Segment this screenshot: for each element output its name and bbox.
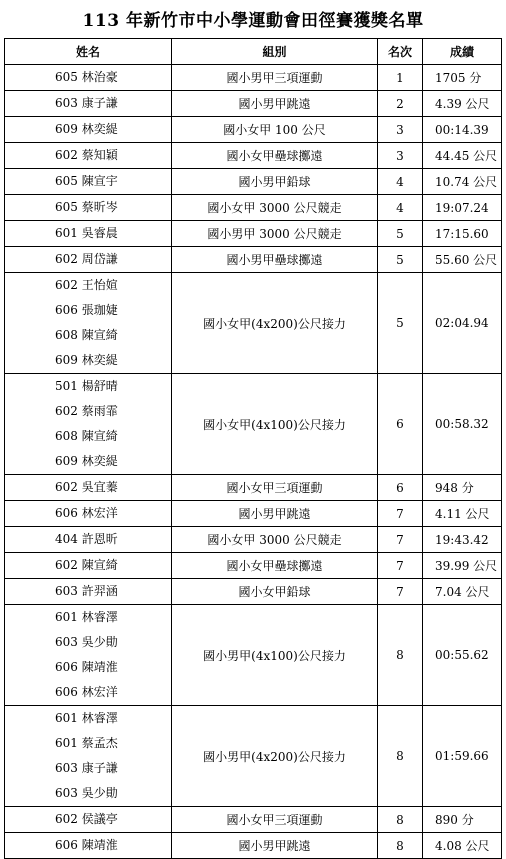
rank-cell: 3 [378,143,423,169]
rank-cell: 6 [378,374,423,475]
table-row [5,501,502,527]
result-cell: 00:14.39 [423,117,502,143]
event-cell: 國小女甲三項運動 [172,807,378,833]
athlete-names-cell [5,247,172,273]
result-cell: 01:59.66 [423,706,502,807]
event-cell: 國小女甲三項運動 [172,475,378,501]
athlete-name: 609 林奕緹 [55,454,118,468]
event-cell: 國小男甲(4x200)公尺接力 [172,706,378,807]
athlete-names-cell [5,169,172,195]
athlete-name: 608 陳宣綺 [55,429,118,443]
athlete-name: 602 周岱謙 [55,252,118,266]
athlete-name: 606 陳靖淮 [55,660,118,674]
result-cell: 00:55.62 [423,605,502,706]
awards-table [4,38,502,859]
header-event: 組別 [172,39,378,65]
result-cell: 19:07.24 [423,195,502,221]
event-cell: 國小男甲鉛球 [172,169,378,195]
athlete-name: 602 陳宣綺 [55,558,118,572]
page-title: 113 年新竹市中小學運動會田徑賽獲獎名單 [82,11,424,31]
table-row [5,91,502,117]
athlete-name: 602 吳宜蓁 [55,480,118,494]
rank-cell: 7 [378,553,423,579]
table-row [5,65,502,91]
table-row [5,374,502,475]
table-row [5,143,502,169]
table-row [5,605,502,706]
rank-cell: 8 [378,706,423,807]
table-row [5,807,502,833]
athlete-name: 606 陳靖淮 [55,838,118,852]
rank-cell: 5 [378,221,423,247]
rank-cell: 7 [378,527,423,553]
athlete-name: 605 蔡昕岑 [55,200,118,214]
athlete-names-cell [5,374,172,475]
header-rank: 名次 [378,39,423,65]
athlete-name: 602 侯議亭 [55,812,118,826]
athlete-names-cell [5,553,172,579]
athlete-name: 605 陳宣宇 [55,174,118,188]
rank-cell: 2 [378,91,423,117]
event-cell: 國小女甲鉛球 [172,579,378,605]
athlete-name: 404 許恩昕 [55,532,118,546]
athlete-name: 606 林宏洋 [55,685,118,699]
table-row [5,579,502,605]
athlete-name: 601 蔡孟杰 [55,736,118,750]
event-cell: 國小女甲壘球擲遠 [172,553,378,579]
table-row [5,221,502,247]
athlete-name: 608 陳宣綺 [55,328,118,342]
athlete-name: 601 吳睿晨 [55,226,118,240]
table-row [5,475,502,501]
athlete-name: 603 吳少勛 [55,786,118,800]
rank-cell: 3 [378,117,423,143]
athlete-names-cell [5,527,172,553]
athlete-name: 606 張珈婕 [55,303,118,317]
result-cell: 948 分 [423,475,502,501]
header-row [5,39,502,65]
rank-cell: 7 [378,501,423,527]
table-body [5,65,502,859]
result-cell: 00:58.32 [423,374,502,475]
athlete-name: 601 林睿澤 [55,610,118,624]
athlete-name: 609 林奕緹 [55,122,118,136]
athlete-name: 501 楊舒晴 [55,379,118,393]
athlete-name: 603 康子謙 [55,761,118,775]
athlete-name: 606 林宏洋 [55,506,118,520]
athlete-names-cell [5,117,172,143]
table-row [5,553,502,579]
result-cell: 4.11 公尺 [423,501,502,527]
athlete-names-cell [5,807,172,833]
athlete-name: 605 林治豪 [55,70,118,84]
athlete-name: 601 林睿澤 [55,711,118,725]
table-row [5,247,502,273]
rank-cell: 7 [378,579,423,605]
rank-cell: 4 [378,169,423,195]
rank-cell: 8 [378,833,423,859]
result-cell: 55.60 公尺 [423,247,502,273]
event-cell: 國小男甲三項運動 [172,65,378,91]
event-cell: 國小男甲跳遠 [172,91,378,117]
event-cell: 國小女甲(4x100)公尺接力 [172,374,378,475]
athlete-names-cell [5,195,172,221]
athlete-names-cell [5,605,172,706]
athlete-names-cell [5,91,172,117]
result-cell: 890 分 [423,807,502,833]
event-cell: 國小女甲壘球擲遠 [172,143,378,169]
header-name: 姓名 [5,39,172,65]
athlete-names-cell [5,579,172,605]
rank-cell: 8 [378,605,423,706]
athlete-names-cell [5,273,172,374]
athlete-names-cell [5,475,172,501]
result-cell: 4.08 公尺 [423,833,502,859]
athlete-name: 602 蔡雨霏 [55,404,118,418]
result-cell: 19:43.42 [423,527,502,553]
event-cell: 國小男甲跳遠 [172,833,378,859]
result-cell: 7.04 公尺 [423,579,502,605]
athlete-names-cell [5,706,172,807]
athlete-name: 603 康子謙 [55,96,118,110]
table-row [5,273,502,374]
result-cell: 39.99 公尺 [423,553,502,579]
rank-cell: 6 [378,475,423,501]
event-cell: 國小男甲 3000 公尺競走 [172,221,378,247]
result-cell: 1705 分 [423,65,502,91]
rank-cell: 4 [378,195,423,221]
athlete-names-cell [5,65,172,91]
athlete-name: 603 吳少勛 [55,635,118,649]
event-cell: 國小女甲 3000 公尺競走 [172,195,378,221]
athlete-name: 609 林奕緹 [55,353,118,367]
athlete-names-cell [5,221,172,247]
rank-cell: 8 [378,807,423,833]
result-cell: 44.45 公尺 [423,143,502,169]
athlete-name: 602 蔡知穎 [55,148,118,162]
result-cell: 17:15.60 [423,221,502,247]
rank-cell: 1 [378,65,423,91]
header-result: 成績 [423,39,502,65]
event-cell: 國小女甲 100 公尺 [172,117,378,143]
table-row [5,527,502,553]
rank-cell: 5 [378,247,423,273]
table-row [5,706,502,807]
result-cell: 4.39 公尺 [423,91,502,117]
table-row [5,169,502,195]
table-row [5,195,502,221]
rank-cell: 5 [378,273,423,374]
event-cell: 國小男甲跳遠 [172,501,378,527]
event-cell: 國小女甲 3000 公尺競走 [172,527,378,553]
event-cell: 國小女甲(4x200)公尺接力 [172,273,378,374]
event-cell: 國小男甲(4x100)公尺接力 [172,605,378,706]
athlete-names-cell [5,501,172,527]
athlete-names-cell [5,143,172,169]
athlete-name: 603 許羿涵 [55,584,118,598]
table-row [5,117,502,143]
event-cell: 國小男甲壘球擲遠 [172,247,378,273]
athlete-name: 602 王怡媗 [55,278,118,292]
result-cell: 02:04.94 [423,273,502,374]
result-cell: 10.74 公尺 [423,169,502,195]
